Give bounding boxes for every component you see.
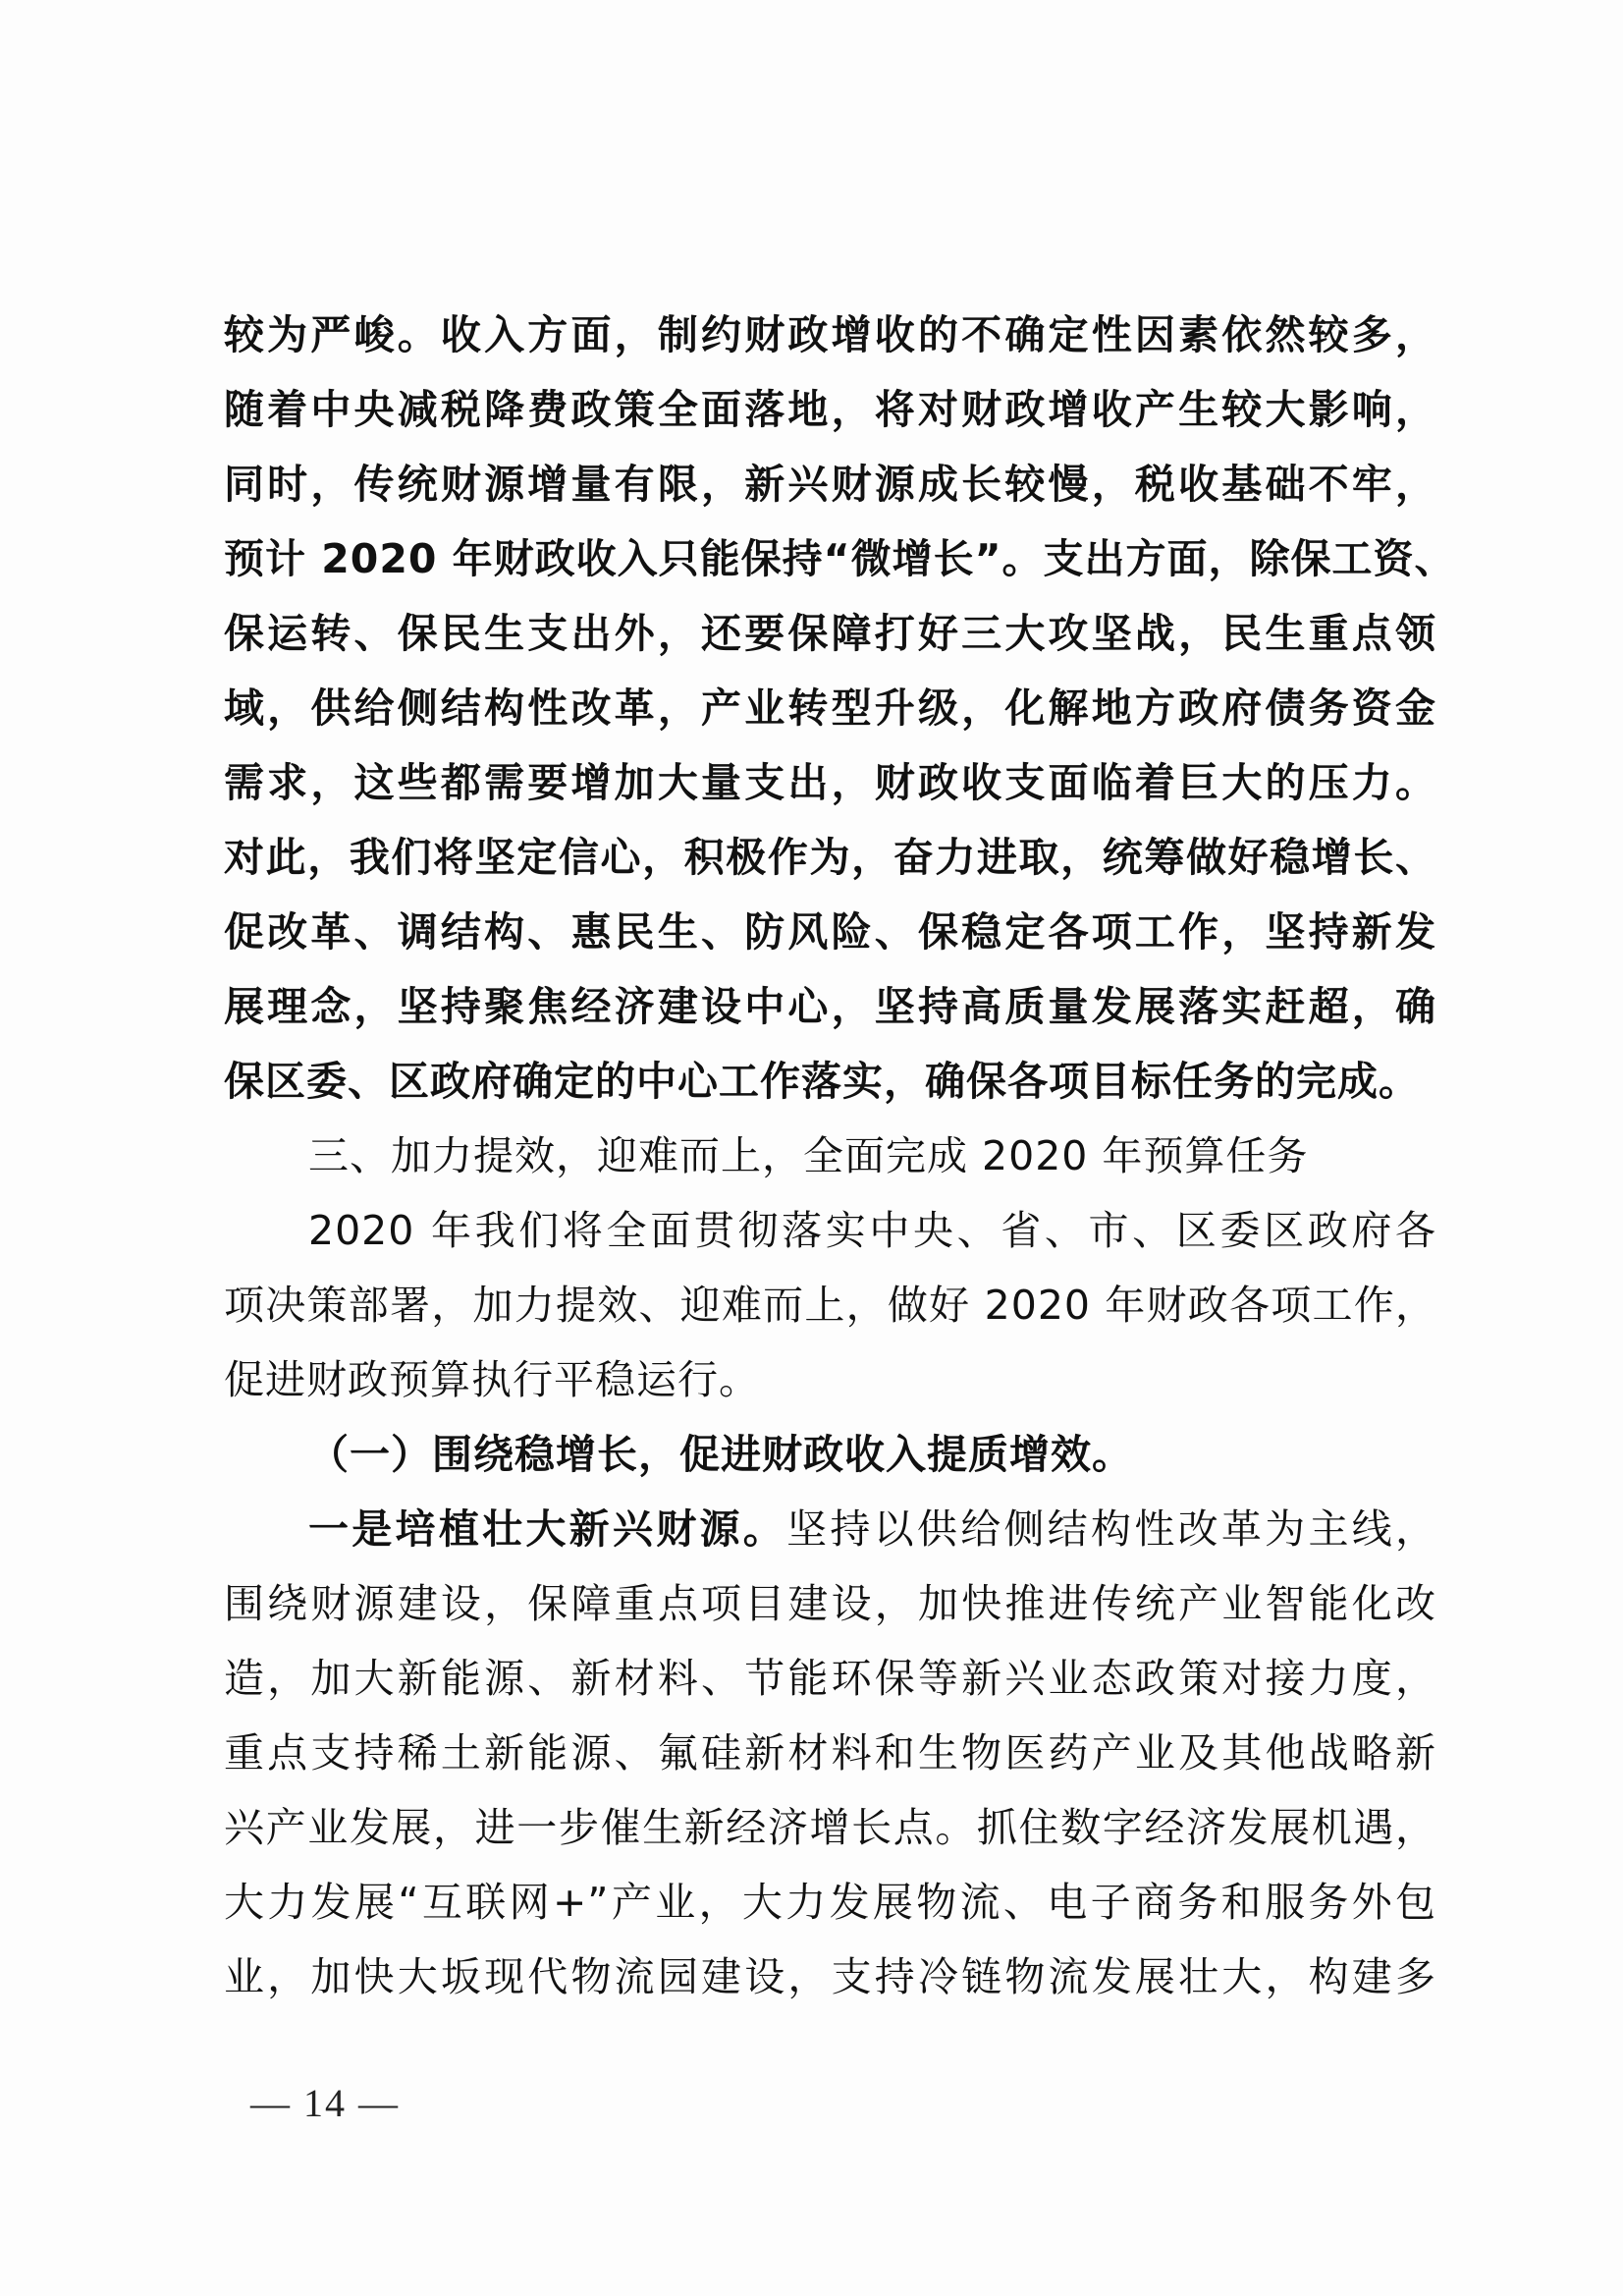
text-line: 业，加快大坂现代物流园建设，支持冷链物流发展壮大，构建多 [224,1953,1436,2000]
page-number: — 14 — [250,2081,400,2125]
paragraph-intro-2020 [224,1193,1436,1417]
paragraph-lead-rest: 坚持以供给侧结构性改革为主线， [786,1505,1437,1553]
text-line: 展理念，坚持聚焦经济建设中心，坚持高质量发展落实赶超，确 [224,983,1436,1030]
text-line: 保运转、保民生支出外，还要保障打好三大攻坚战，民生重点领 [224,610,1436,657]
text-line: 大力发展“互联网+”产业，大力发展物流、电子商务和服务外包 [224,1879,1436,1926]
text-line: 同时，传统财源增量有限，新兴财源成长较慢，税收基础不牢， [224,461,1436,508]
text-line: 促进财政预算执行平稳运行。 [224,1356,760,1403]
text-line: 保区委、区政府确定的中心工作落实，确保各项目标任务的完成。 [224,1058,1420,1105]
paragraph-lead: 一是培植壮大新兴财源。 [308,1505,787,1553]
text-line: 较为严峻。收入方面，制约财政增收的不确定性因素依然较多， [224,311,1436,358]
text-line: 兴产业发展，进一步催生新经济增长点。抓住数字经济发展机遇， [224,1804,1436,1851]
text-line: 预计 2020 年财政收入只能保持“微增长”。支出方面，除保工资、 [224,535,1456,582]
text-line: 域，供给侧结构性改革，产业转型升级，化解地方政府债务资金 [224,684,1436,732]
text-line: 需求，这些都需要增加大量支出，财政收支面临着巨大的压力。 [224,759,1436,806]
text-line: 重点支持稀土新能源、氟硅新材料和生物医药产业及其他战略新 [224,1729,1436,1777]
text-line [224,1492,1436,1566]
text-line: 造，加大新能源、新材料、节能环保等新兴业态政策对接力度， [224,1655,1436,1702]
section-heading [224,1119,1436,1193]
text-line: 项决策部署，加力提效、迎难而上，做好 2020 年财政各项工作， [224,1282,1436,1329]
paragraph-situation [224,298,1456,1119]
paragraph-new-revenue [224,1492,1436,2014]
text-line: 随着中央减税降费政策全面落地，将对财政增收产生较大影响， [224,386,1436,433]
text-line: 促改革、调结构、惠民生、防风险、保稳定各项工作，坚持新发 [224,908,1436,956]
text-line: 围绕财源建设，保障重点项目建设，加快推进传统产业智能化改 [224,1580,1436,1627]
text-line: 2020 年我们将全面贯彻落实中央、省、市、区委区政府各 [308,1207,1436,1254]
subheading-text: （一）围绕稳增长，促进财政收入提质增效。 [308,1431,1133,1478]
text-line: 对此，我们将坚定信心，积极作为，奋力进取，统筹做好稳增长、 [224,834,1436,881]
section-heading-text: 三、加力提效，迎难而上，全面完成 2020 年预算任务 [308,1132,1309,1179]
subheading [224,1417,1436,1492]
